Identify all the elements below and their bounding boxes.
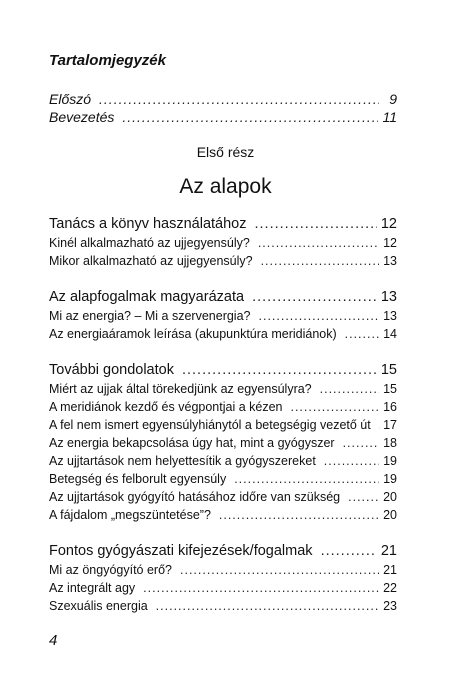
- toc-entry-page: 22: [383, 581, 397, 595]
- toc-entry-label: Az energia bekapcsolása úgy hat, mint a gyógyszer: [49, 436, 335, 450]
- toc-section-title: [49, 362, 397, 378]
- toc-entry-page: 13: [383, 254, 397, 268]
- toc-entry-label: Mikor alkalmazható az ujjegyensúly?: [49, 254, 253, 268]
- toc-entry-label: Miért az ujjak által törekedjünk az egyensúlyra?: [49, 382, 312, 396]
- dot-leader: [324, 454, 379, 468]
- toc-entry-page: 12: [383, 236, 397, 250]
- toc-entry: [49, 436, 397, 450]
- toc-entry-label: Tanács a könyv használatához: [49, 216, 247, 232]
- dot-leader: [180, 563, 379, 577]
- toc-entry: [49, 309, 397, 323]
- toc-section-title: [49, 289, 397, 305]
- toc-entry-page: 15: [383, 382, 397, 396]
- dot-leader: [258, 236, 379, 250]
- toc-entry-label: Az ujjtartások gyógyító hatásához időre van szükség: [49, 490, 341, 504]
- toc-entry-page: 13: [383, 309, 397, 323]
- toc-entry-page: 19: [383, 454, 397, 468]
- dot-leader: [156, 599, 379, 613]
- toc-entry: [49, 581, 397, 595]
- toc-entry-page: 23: [383, 599, 397, 613]
- toc-entry-page: 18: [383, 436, 397, 450]
- toc-entry: [49, 327, 397, 341]
- toc-entry-label: Bevezetés: [49, 109, 115, 125]
- dot-leader: [261, 254, 379, 268]
- toc-entry-page: 13: [380, 289, 397, 305]
- toc-entry-label: Mi az öngyógyító erő?: [49, 563, 172, 577]
- toc-entry: [49, 454, 397, 468]
- toc-entry-label: A fájdalom „megszüntetése”?: [49, 508, 211, 522]
- toc-entry-label: Előszó: [49, 91, 92, 107]
- toc-entry-label: A meridiánok kezdő és végpontjai a kézen: [49, 400, 283, 414]
- toc-entry-page: 20: [383, 508, 397, 522]
- toc-entry-label: Az ujjtartások nem helyettesítik a gyógyszereket: [49, 454, 316, 468]
- toc-entry-page: 9: [389, 91, 397, 107]
- toc-entry-page: 21: [380, 543, 397, 559]
- toc-entry-page: 21: [383, 563, 397, 577]
- toc-entry-page: 12: [380, 216, 397, 232]
- toc-entry: [49, 508, 397, 522]
- dot-leader: [320, 382, 379, 396]
- dot-leader: [182, 362, 377, 378]
- toc-entry: [49, 400, 397, 414]
- part-label: Első rész: [196, 144, 255, 160]
- toc-entry: [49, 418, 397, 432]
- toc-entry: [49, 490, 397, 504]
- dot-leader: [343, 436, 379, 450]
- toc-entry-label: Mi az energia? – Mi a szervenergia?: [49, 309, 251, 323]
- toc-entry-label: További gondolatok: [49, 362, 174, 378]
- toc-entry-page: 17: [383, 418, 397, 432]
- toc-entry-page: 11: [382, 109, 397, 125]
- toc-entry-label: Szexuális energia: [49, 599, 148, 613]
- toc-entry: [49, 563, 397, 577]
- dot-leader: [252, 289, 377, 305]
- dot-leader: [122, 109, 378, 125]
- toc-entry-front: [49, 109, 397, 125]
- toc-entry-page: 14: [383, 327, 397, 341]
- dot-leader: [255, 216, 377, 232]
- toc-entry-page: 20: [383, 490, 397, 504]
- dot-leader: [219, 508, 379, 522]
- toc-entry: [49, 254, 397, 268]
- toc-section-title: [49, 543, 397, 559]
- toc-entry-label: Fontos gyógyászati kifejezések/fogalmak: [49, 543, 313, 559]
- toc-entry-page: 19: [383, 472, 397, 486]
- toc-entry-label: Betegség és felborult egyensúly: [49, 472, 227, 486]
- dot-leader: [345, 327, 379, 341]
- dot-leader: [290, 400, 379, 414]
- dot-leader: [234, 472, 379, 486]
- page-number: 4: [49, 632, 58, 649]
- page-heading: Tartalomjegyzék: [49, 52, 166, 69]
- dot-leader: [348, 490, 379, 504]
- toc-entry: [49, 599, 397, 613]
- toc-entry-label: Az energiaáramok leírása (akupunktúra meridiánok): [49, 327, 337, 341]
- dot-leader: [321, 543, 377, 559]
- dot-leader: [259, 309, 380, 323]
- toc-section-title: [49, 216, 397, 232]
- toc-entry-label: Az integrált agy: [49, 581, 136, 595]
- toc-entry: [49, 382, 397, 396]
- toc-entry-label: Kinél alkalmazható az ujjegyensúly?: [49, 236, 250, 250]
- toc-entry-label: A fel nem ismert egyensúlyhiánytól a betegségig vezető út: [49, 418, 371, 432]
- toc-entry-label: Az alapfogalmak magyarázata: [49, 289, 245, 305]
- dot-leader: [143, 581, 379, 595]
- toc-entry-page: 16: [383, 400, 397, 414]
- toc-entry: [49, 236, 397, 250]
- toc-entry: [49, 472, 397, 486]
- toc-entry-front: [49, 91, 397, 107]
- toc-entry-page: 15: [380, 362, 397, 378]
- part-title: Az alapok: [179, 175, 272, 198]
- dot-leader: [99, 91, 379, 107]
